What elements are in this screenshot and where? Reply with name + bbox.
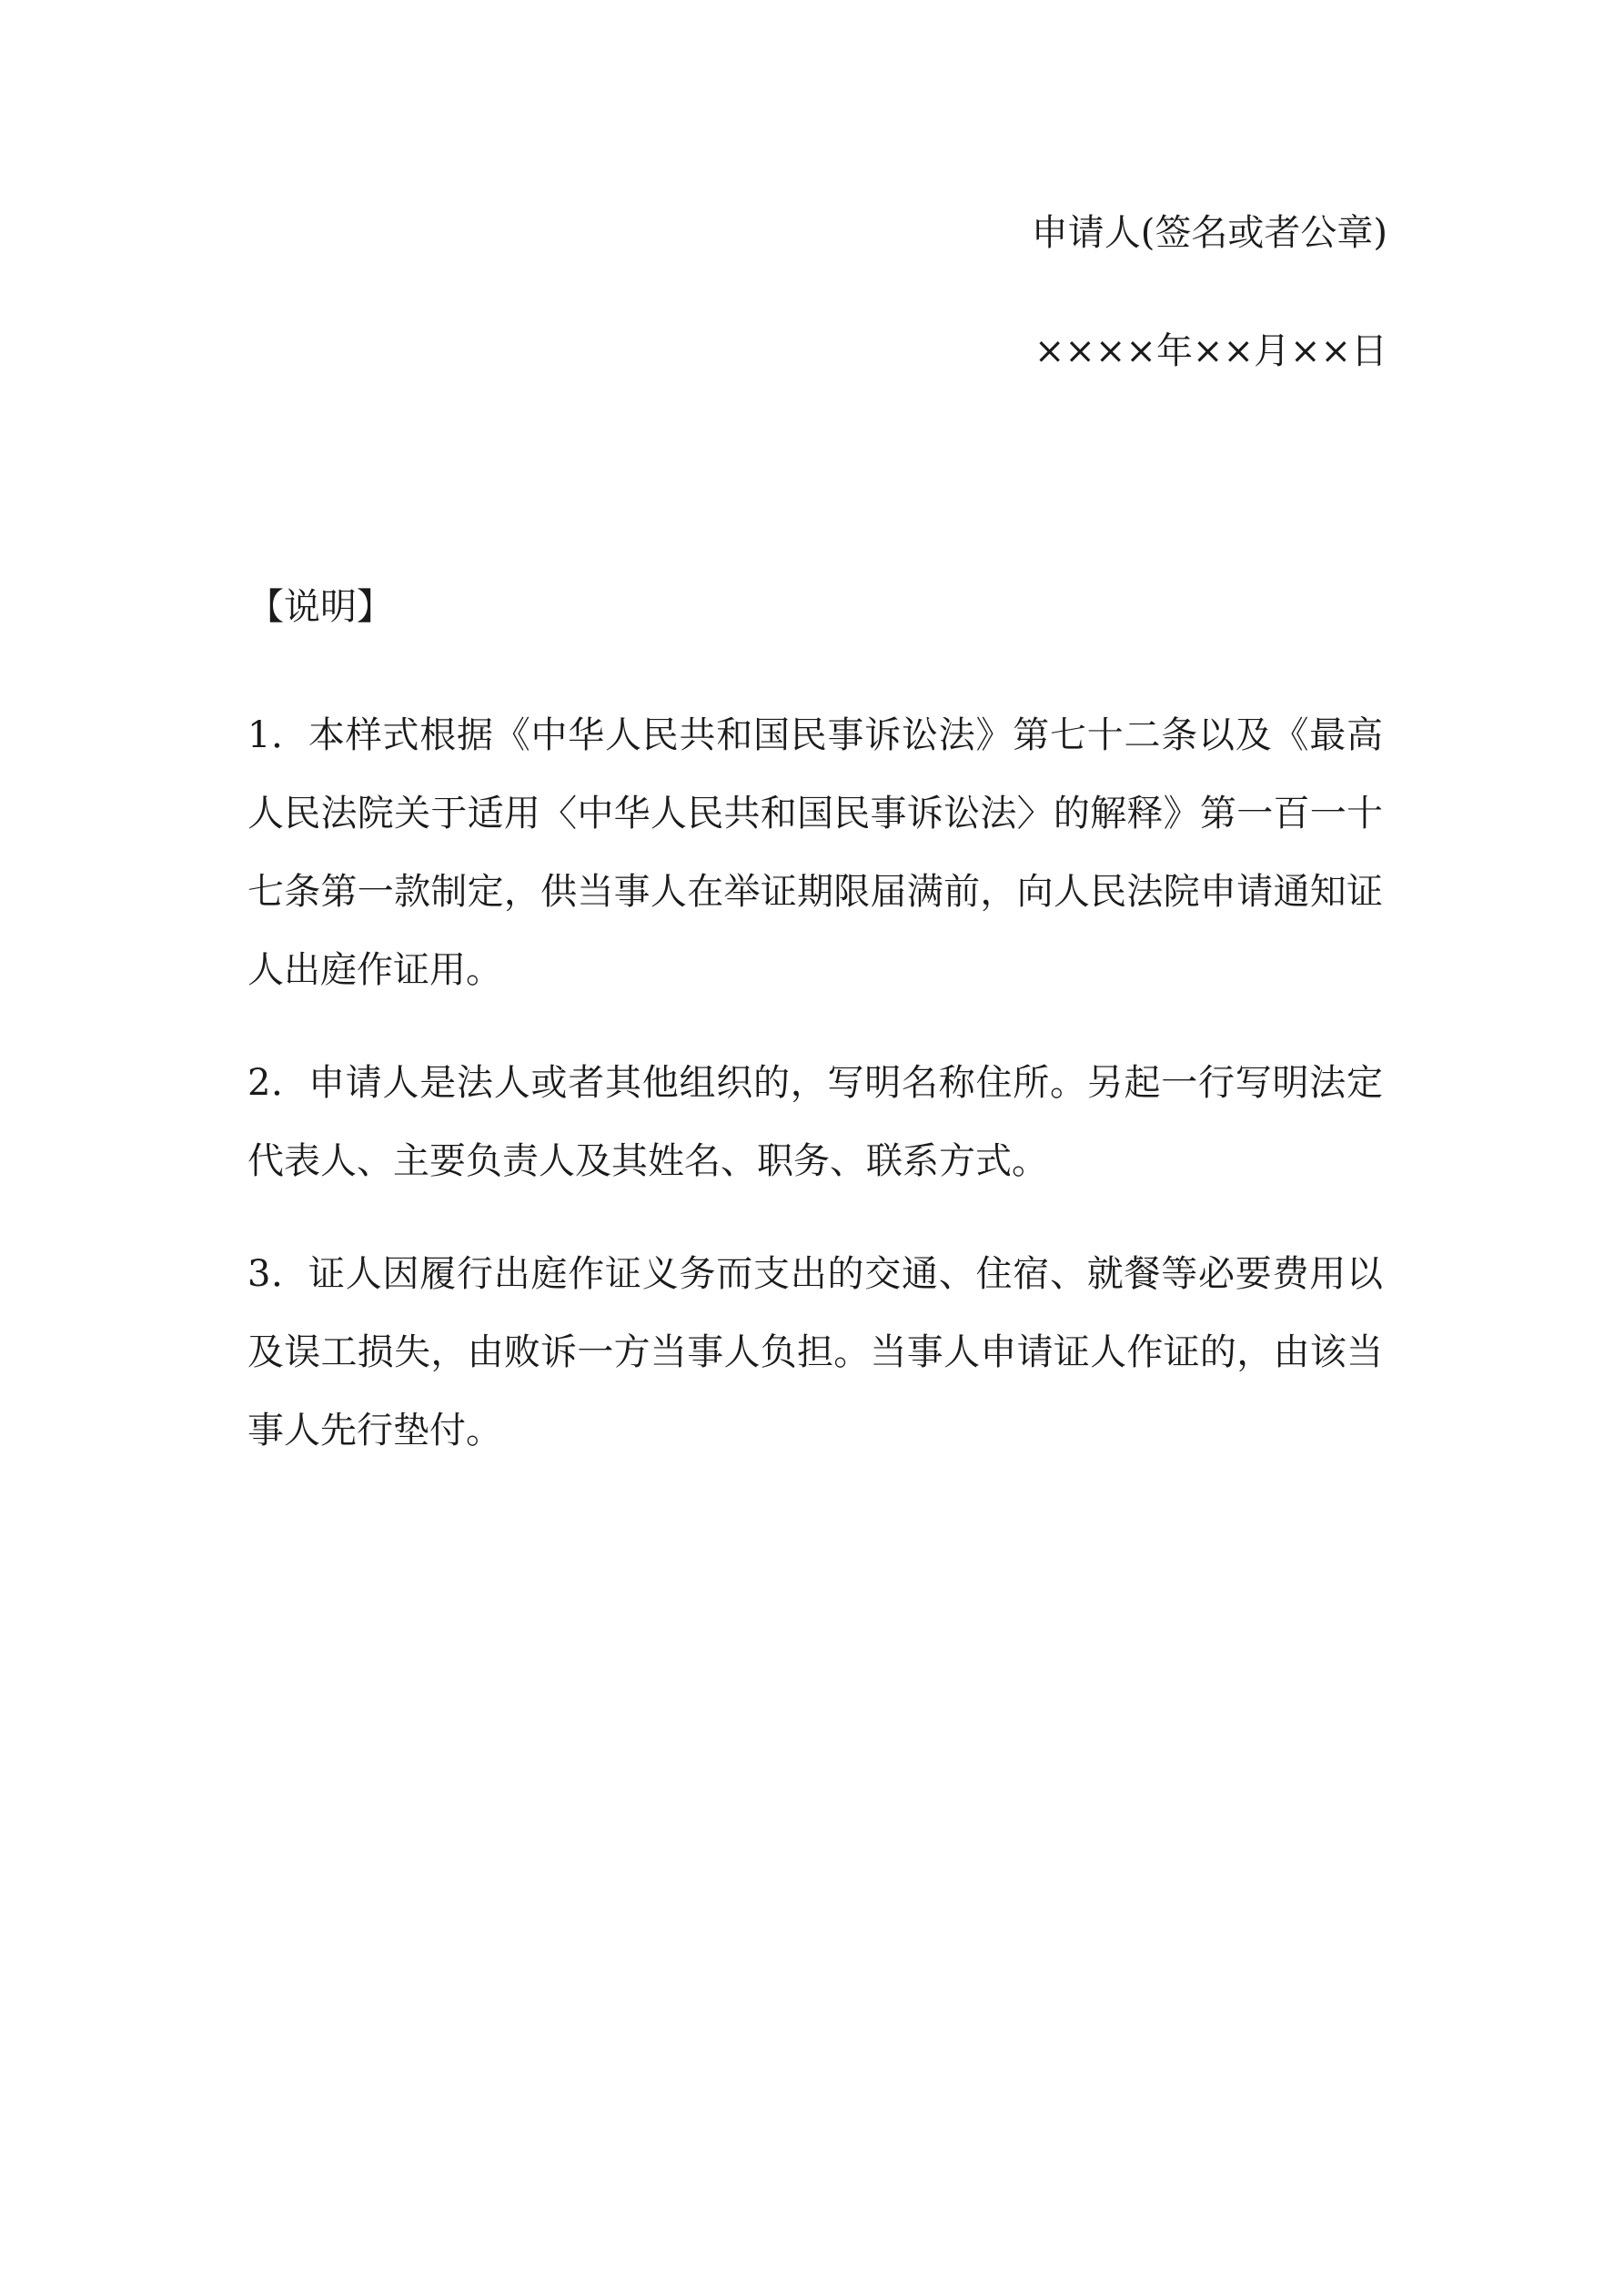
note-item-2: 2．申请人是法人或者其他组织的，写明名称住所。另起一行写明法定代表人、主要负责人及其姓名、职务、联系方式。: [247, 1062, 1383, 1182]
applicant-signature-line: 申请人(签名或者公章): [1031, 212, 1387, 254]
date-line: ××××年××月××日: [1034, 330, 1387, 372]
notes-section: [247, 585, 1383, 1504]
note-item-1: 1．本样式根据《中华人民共和国民事诉讼法》第七十二条以及《最高人民法院关于适用〈中华人民共和国民事诉讼法〉的解释》第一百一十七条第一款制定，供当事人在举证期限届满前，向人民法院申请通知证人出庭作证用。: [247, 714, 1383, 991]
notes-title: 【说明】: [247, 586, 393, 628]
signature-block: [1032, 211, 1387, 373]
note-item-3: 3．证人因履行出庭作证义务而支出的交通、住宿、就餐等必要费用以及误工损失，由败诉一方当事人负担。当事人申请证人作证的，由该当事人先行垫付。: [247, 1253, 1383, 1451]
